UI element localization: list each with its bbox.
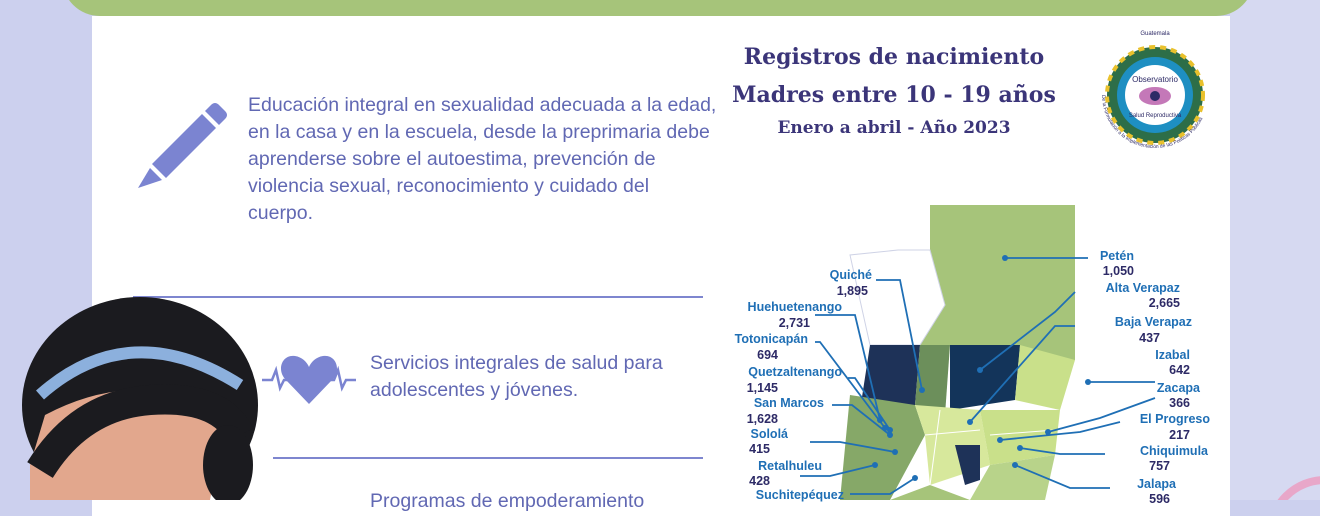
dept-label-jalapa: Jalapa: [1137, 477, 1176, 491]
health-services-item-text: Servicios integrales de salud para adolescentes y jóvenes.: [370, 352, 663, 401]
girl-illustration: [0, 295, 270, 500]
dept-label-izabal: Izabal: [1155, 348, 1190, 362]
dept-label-huehuetenango: Huehuetenango: [747, 300, 842, 314]
header-banner: [62, 0, 1254, 16]
dept-value-alta-verapaz: 2,665: [1148, 296, 1180, 310]
dept-label-chiquimula: Chiquimula: [1139, 444, 1208, 458]
logo-word1: Observatorio: [1132, 75, 1178, 84]
dept-label-totonicapan: Totonicapán: [734, 332, 808, 346]
dept-label-solola: Sololá: [750, 427, 788, 441]
dept-label-quiche: Quiché: [829, 268, 872, 282]
map-title-line1: Registros de nacimiento: [743, 44, 1045, 70]
dept-value-jalapa: 596: [1149, 492, 1170, 506]
heart-pulse-icon: [262, 348, 356, 408]
dept-label-suchitepequez: Suchitepéquez: [755, 488, 844, 502]
empowerment-item-text: Programas de empoderamiento: [370, 490, 645, 512]
dept-value-quetzaltenango: 1,145: [746, 381, 778, 395]
map-title-line3: Enero a abril - Año 2023: [777, 118, 1011, 138]
logo-ring-text: De la Formulación a la Implementación de las Políticas Públicas: [1099, 94, 1205, 151]
pencil-icon: [132, 96, 232, 188]
section-divider: [273, 457, 703, 459]
dept-value-chiquimula: 757: [1149, 459, 1170, 473]
dept-label-san-marcos: San Marcos: [753, 396, 824, 410]
dept-value-totonicapan: 694: [757, 348, 778, 362]
dept-value-baja-verapaz: 437: [1139, 331, 1160, 345]
logo-word2: Salud Reproductiva: [1128, 113, 1182, 119]
dept-value-quiche: 1,895: [836, 284, 868, 298]
dept-label-peten: Petén: [1099, 249, 1134, 263]
dept-value-solola: 415: [749, 442, 770, 456]
dept-label-quetzaltenango: Quetzaltenango: [748, 365, 842, 379]
logo-top-text: Guatemala: [1140, 31, 1170, 37]
dept-value-zacapa: 366: [1169, 396, 1190, 410]
dept-label-retalhuleu: Retalhuleu: [758, 459, 822, 473]
dept-value-peten: 1,050: [1102, 264, 1134, 278]
observatorio-logo: [1086, 26, 1224, 164]
dept-value-el-progreso: 217: [1169, 428, 1190, 442]
dept-label-baja-verapaz: Baja Verapaz: [1114, 315, 1192, 329]
dept-value-retalhuleu: 428: [749, 474, 770, 488]
map-title-line2: Madres entre 10 - 19 años: [732, 82, 1056, 108]
dept-value-san-marcos: 1,628: [746, 412, 778, 426]
dept-label-el-progreso: El Progreso: [1139, 412, 1210, 426]
dept-label-zacapa: Zacapa: [1156, 381, 1200, 395]
education-item-text: Educación integral en sexualidad adecuada a la edad, en la casa y en la escuela, desde la preprimaria debe aprenderse sobre el autoestima, prevención de violencia sexual, reconocimiento y cuidado del cuerpo.: [248, 94, 717, 224]
dept-value-izabal: 642: [1169, 363, 1190, 377]
dept-value-huehuetenango: 2,731: [778, 316, 810, 330]
dept-label-alta-verapaz: Alta Verapaz: [1105, 281, 1180, 295]
